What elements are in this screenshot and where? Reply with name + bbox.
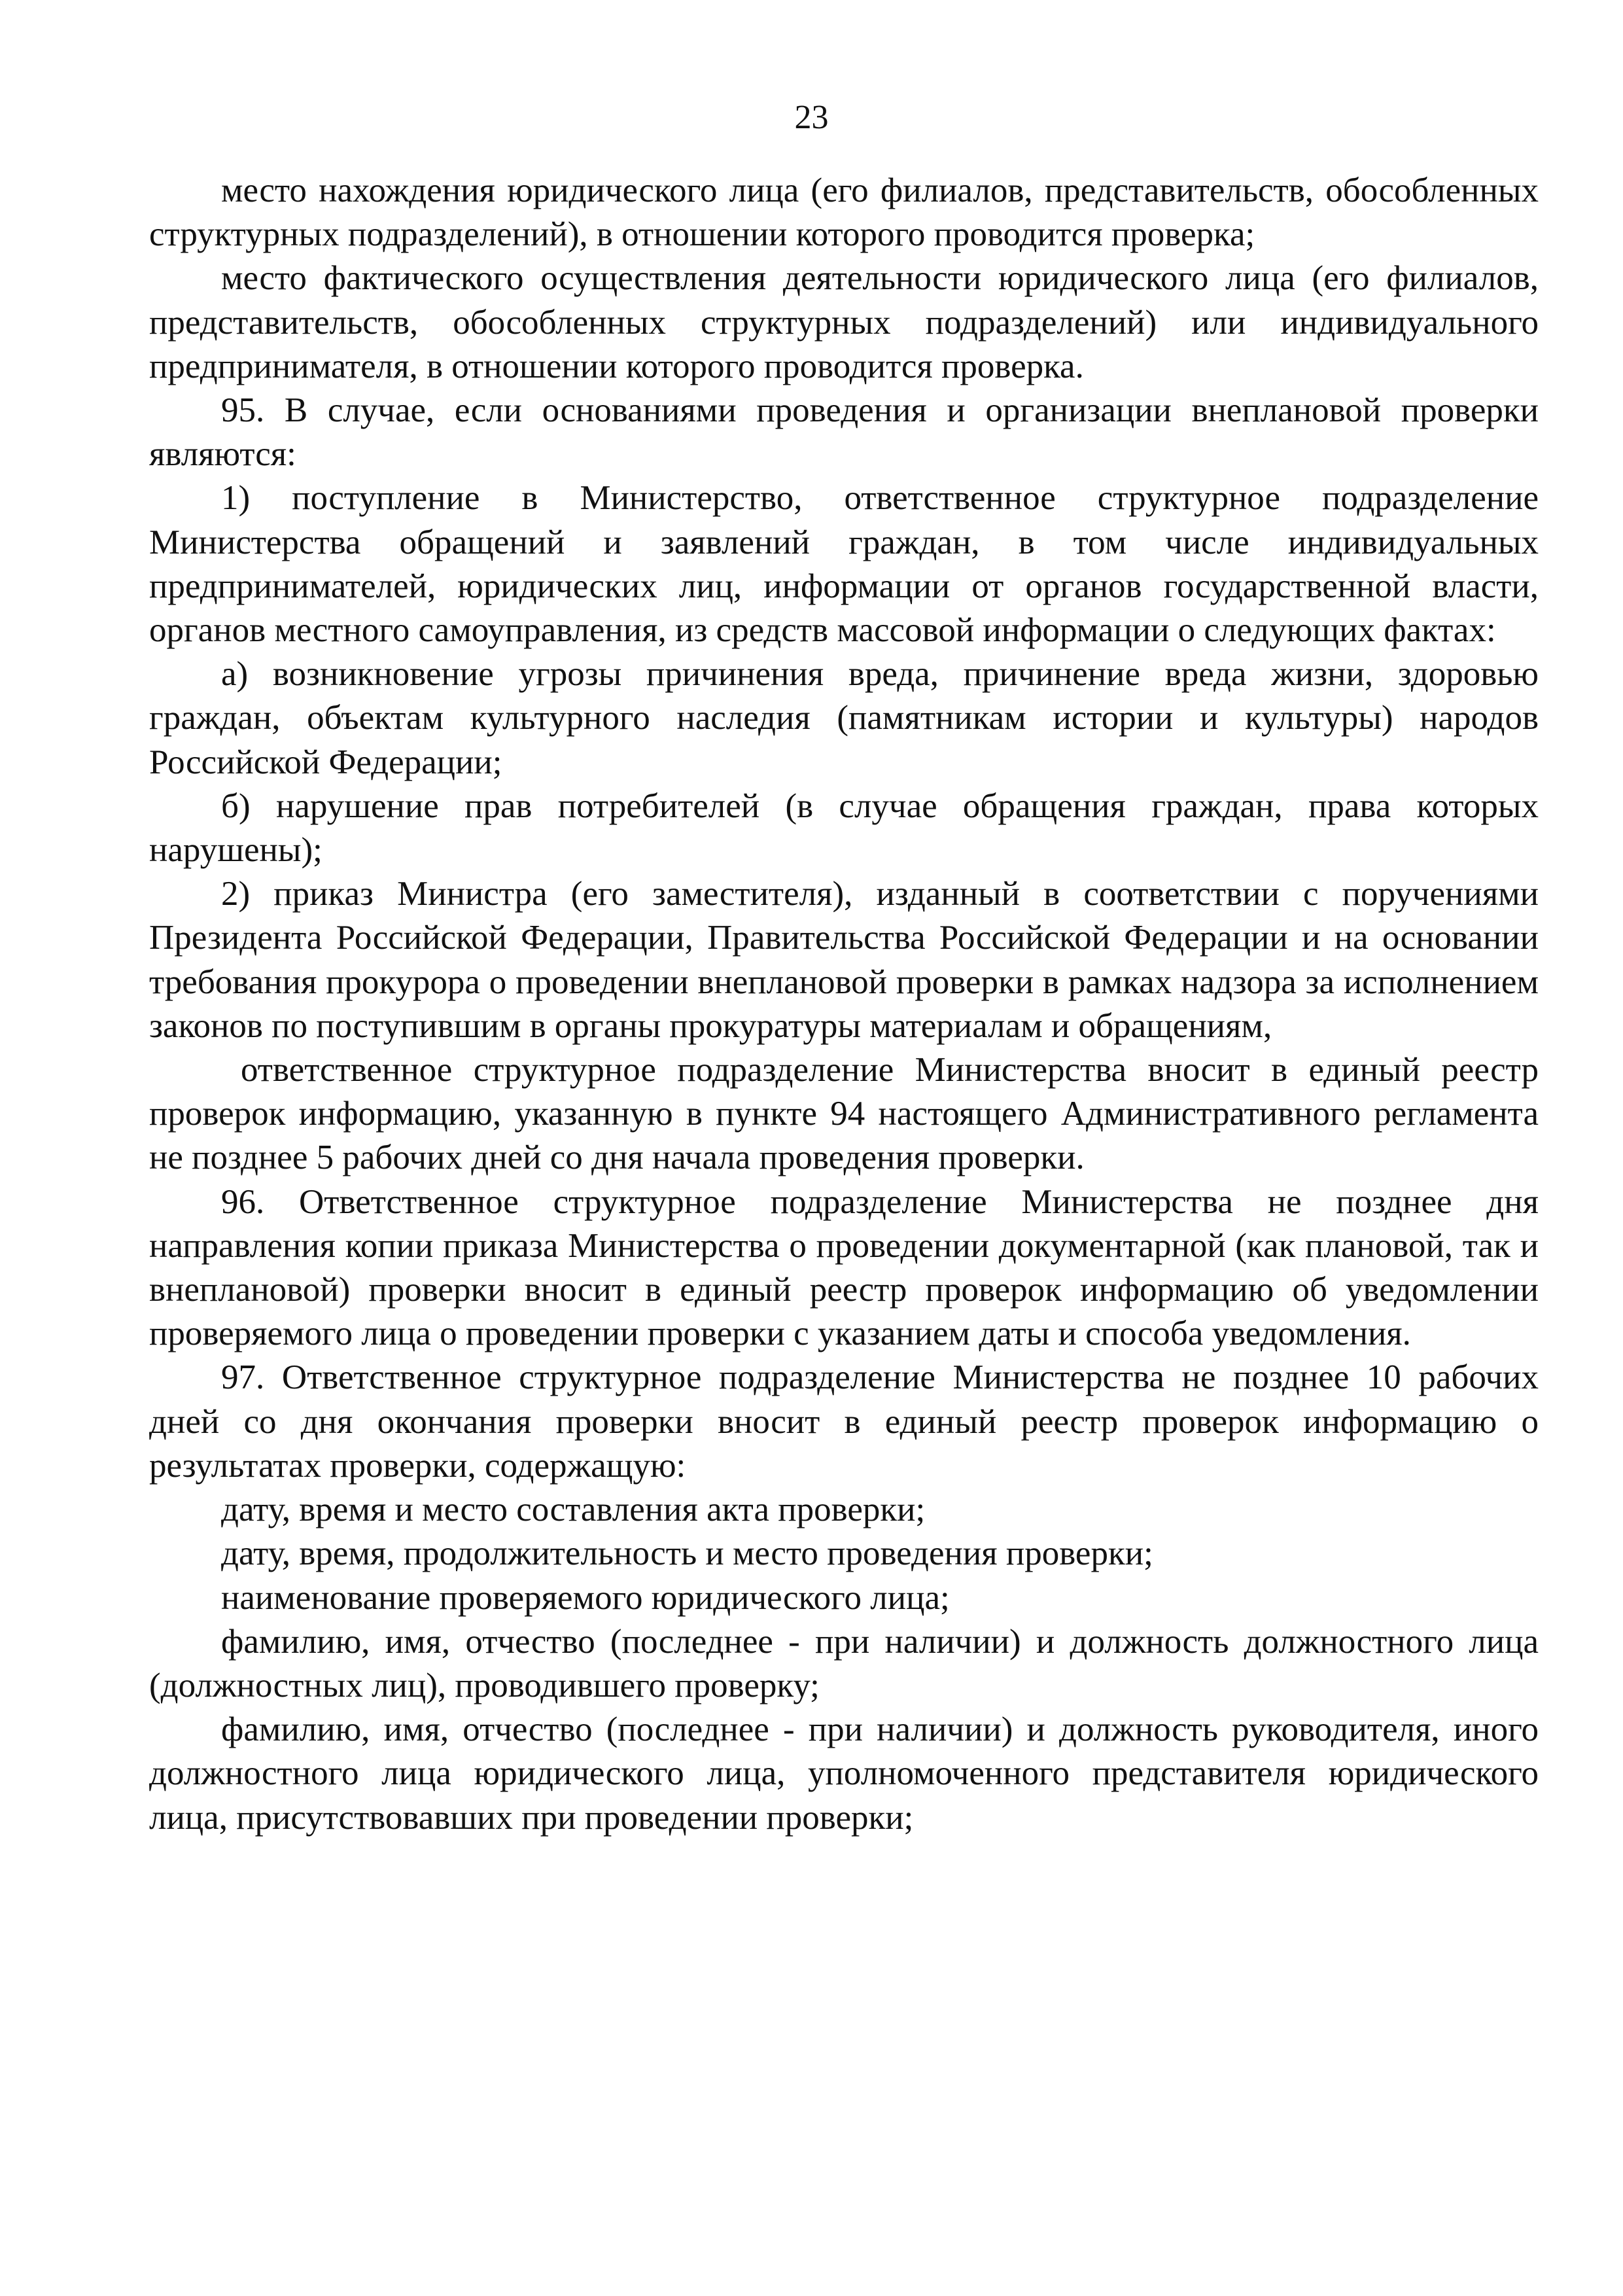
paragraph-97-item-entity-name: наименование проверяемого юридического лица; [221, 1578, 950, 1617]
paragraph-96: 96. Ответственное структурное подразделение Министерства не позднее дня направления копии приказа Министерства о проведении документарной (как плановой, так и внеплановой) проверки вносит в единый реестр проверок информацию об уведомлении проверяемого лица о проведении проверки с указанием даты и способа уведомления. [149, 1182, 1539, 1353]
paragraph-95-item-1a: а) возникновение угрозы причинения вреда, причинение вреда жизни, здоровью граждан, объектам культурного наследия (памятникам истории и культуры) народов Российской Федерации; [149, 655, 1539, 781]
paragraph-actual-activity-location: место фактического осуществления деятельности юридического лица (его филиалов, представительств, обособленных структурных подразделений) или индивидуального предпринимателя, в отношении которого проводится проверка. [149, 259, 1539, 385]
paragraph-97: 97. Ответственное структурное подразделение Министерства не позднее 10 рабочих дней со дня окончания проверки вносит в единый реестр проверок информацию о результатах проверки, содержащую: [149, 1358, 1539, 1485]
paragraph-location-legal-entity: место нахождения юридического лица (его филиалов, представительств, обособленных структурных подразделений), в отношении которого проводится проверка; [149, 171, 1539, 254]
paragraph-95-conclusion: ответственное структурное подразделение Министерства вносит в единый реестр проверок информацию, указанную в пункте 94 настоящего Административного регламента не позднее 5 рабочих дней со дня начала проведения проверки. [149, 1051, 1539, 1177]
document-body [149, 169, 1539, 1840]
paragraph-97-item-inspection-date: дату, время, продолжительность и место проведения проверки; [221, 1534, 1153, 1573]
paragraph-97-item-act-date: дату, время и место составления акта проверки; [221, 1491, 926, 1529]
paragraph-97-item-representative: фамилию, имя, отчество (последнее - при наличии) и должность руководителя, иного должностного лица юридического лица, уполномоченного представителя юридического лица, присутствовавших при проведении проверки; [149, 1710, 1539, 1837]
paragraph-97-item-inspector: фамилию, имя, отчество (последнее - при наличии) и должность должностного лица (должностных лиц), проводившего проверку; [149, 1622, 1539, 1704]
paragraph-95-item-2: 2) приказ Министра (его заместителя), изданный в соответствии с поручениями Президента Российской Федерации, Правительства Российской Федерации и на основании требования прокурора о проведении внеплановой проверки в рамках надзора за исполнением законов по поступившим в органы прокуратуры материалам и обращениям, [149, 875, 1539, 1045]
paragraph-95-item-1b: б) нарушение прав потребителей (в случае обращения граждан, права которых нарушены); [149, 786, 1539, 870]
paragraph-95-item-1: 1) поступление в Министерство, ответственное структурное подразделение Министерства обращений и заявлений граждан, в том числе индивидуальных предпринимателей, юридических лиц, информации от органов государственной власти, органов местного самоуправления, из средств массовой информации о следующих фактах: [149, 479, 1539, 650]
page-number: 23 [794, 99, 829, 136]
paragraph-95: 95. В случае, если основаниями проведения и организации внеплановой проверки являются: [149, 391, 1539, 474]
